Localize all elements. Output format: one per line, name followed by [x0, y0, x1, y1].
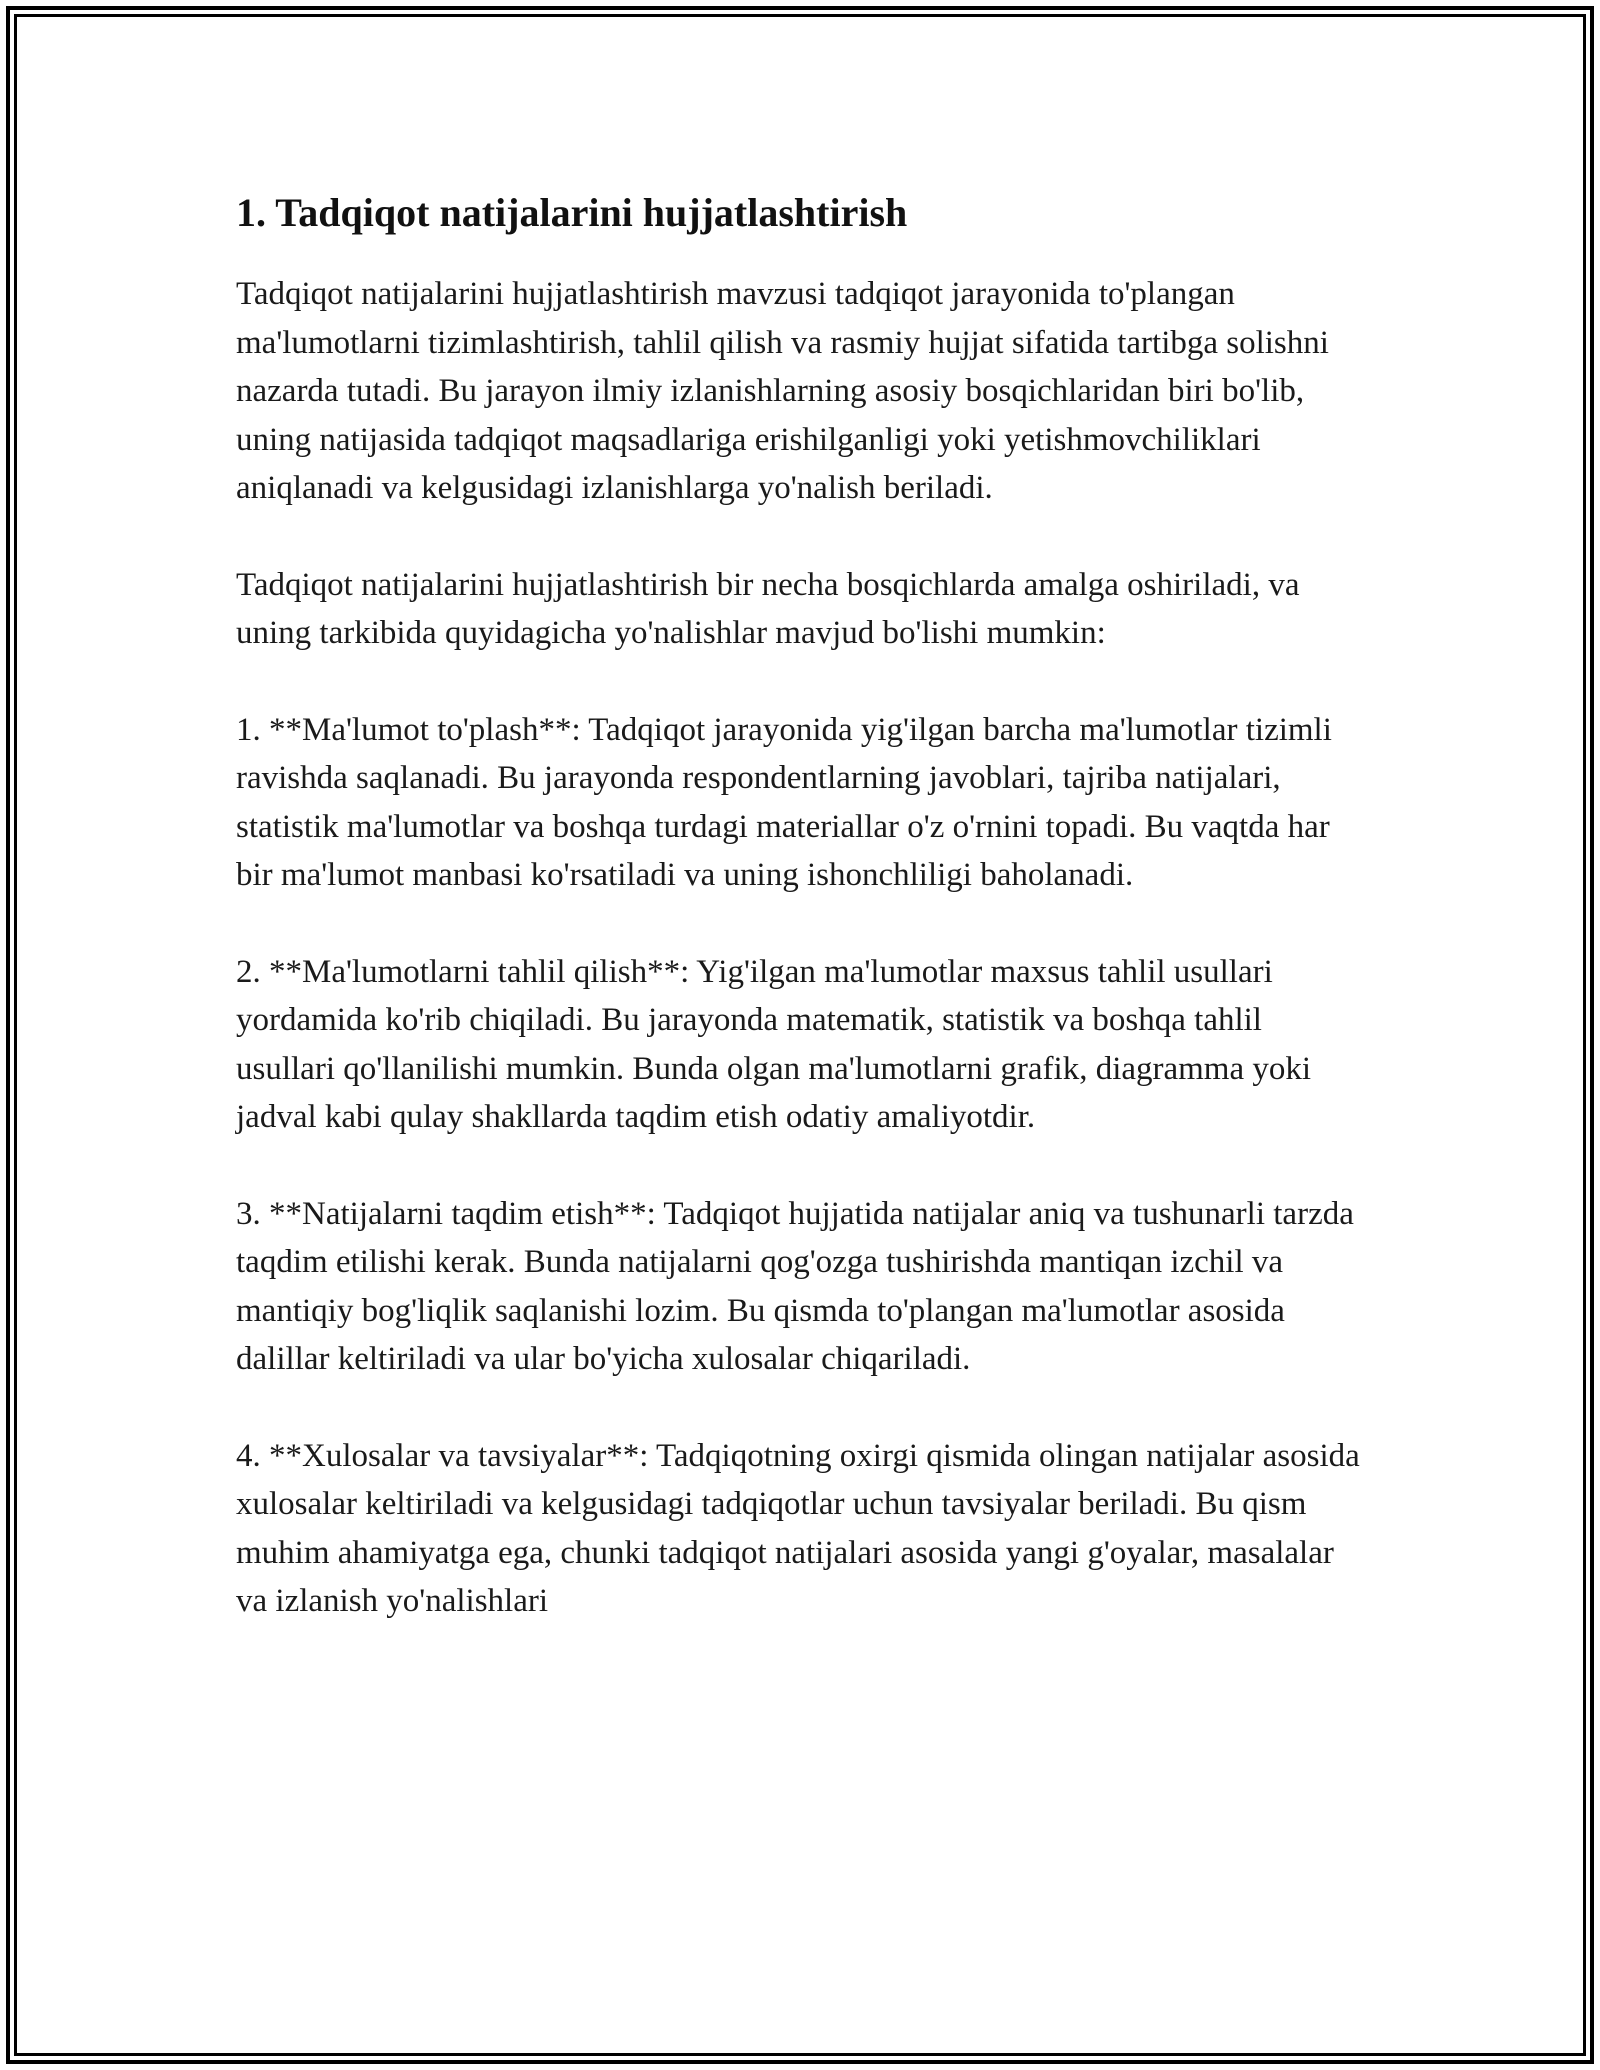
paragraph-item-3: 3. **Natijalarni taqdim etish**: Tadqiqot hujjatida natijalar aniq va tushunarli tarzda taqdim etilishi kerak. Bunda natijalarni qog'ozga tushirishda mantiqan izchil va mantiqiy bog'liqlik saqlanishi lozim. Bu qismda to'plangan ma'lumotlar asosida dalillar keltiriladi va ular bo'yicha xulosalar chiqariladi. — [236, 1195, 1354, 1377]
paragraph-item-4: 4. **Xulosalar va tavsiyalar**: Tadqiqotning oxirgi qismida olingan natijalar asosida xulosalar keltiriladi va kelgusidagi tadqiqotlar uchun tavsiyalar beriladi. Bu qism muhim ahamiyatga ega, chunki tadqiqot natijalari asosida yangi g'oyalar, masalalar va izlanish yo'nalishlari — [236, 1437, 1360, 1619]
paragraph-intro: Tadqiqot natijalarini hujjatlashtirish mavzusi tadqiqot jarayonida to'plangan ma'lumotlarni tizimlashtirish, tahlil qilish va rasmiy hujjat sifatida tartibga solishni nazarda tutadi. Bu jarayon ilmiy izlanishlarning asosiy bosqichlaridan biri bo'lib, uning natijasida tadqiqot maqsadlariga erishilganligi yoki yetishmovchiliklari aniqlanadi va kelgusidagi izlanishlarga yo'nalish beriladi. — [236, 276, 1329, 506]
document-title: 1. Tadqiqot natijalarini hujjatlashtirish — [236, 190, 908, 235]
paragraph-item-2: 2. **Ma'lumotlarni tahlil qilish**: Yig'ilgan ma'lumotlar maxsus tahlil usullari yordamida ko'rib chiqiladi. Bu jarayonda matematik, statistik va boshqa tahlil usullari qo'llanilishi mumkin. Bunda olgan ma'lumotlarni grafik, diagramma yoki jadval kabi qulay shakllarda taqdim etish odatiy amaliyotdir. — [236, 953, 1312, 1135]
paragraph-item-1: 1. **Ma'lumot to'plash**: Tadqiqot jarayonida yig'ilgan barcha ma'lumotlar tizimli ravishda saqlanadi. Bu jarayonda respondentlarning javoblari, tajriba natijalari, statistik ma'lumotlar va boshqa turdagi materiallar o'z o'rnini topadi. Bu vaqtda har bir ma'lumot manbasi ko'rsatiladi va uning ishonchliligi baholanadi. — [236, 711, 1332, 893]
document-body — [236, 186, 1366, 1674]
paragraph-stages-intro: Tadqiqot natijalarini hujjatlashtirish bir necha bosqichlarda amalga oshiriladi, va uning tarkibida quyidagicha yo'nalishlar mavjud bo'lishi mumkin: — [236, 566, 1300, 651]
